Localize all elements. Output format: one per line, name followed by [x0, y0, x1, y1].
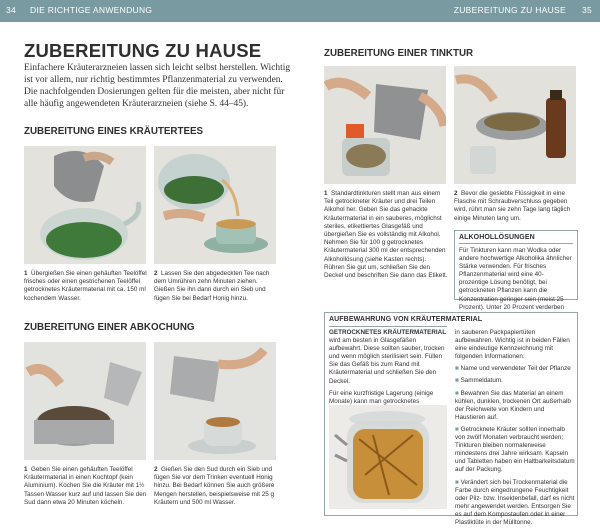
- bullet-square-icon: ■: [455, 389, 459, 397]
- aufbewahrung-box-divider: [329, 326, 447, 327]
- teapot-pouring-illustration: [24, 146, 146, 264]
- alkohol-info-box: [454, 230, 578, 311]
- pouring-decoction-illustration: [154, 342, 276, 460]
- abkochung-photo-2: [154, 342, 276, 460]
- abkochung-step-number-1: 1: [24, 466, 28, 473]
- abkochung-photo-1: [24, 342, 146, 460]
- bullet-item: [455, 390, 575, 422]
- tee-photo-1: [24, 146, 146, 264]
- storage-jar-photo: [329, 405, 447, 509]
- tinktur-caption-1: [324, 190, 448, 280]
- alkohol-box-text: Für Tinkturen kann man Wodka oder andere hochwertige Alkoholika ähnlicher Stärke verwenden. Für frisches Pflanzenmaterial wird eine 40-prozentige Lösung benötigt, bei getrockneten Pflanzen kann die Konzentration geringer sein (meist 25 Prozent). Unter 20 Prozent verderben: [459, 247, 572, 311]
- intro-text: Einfachere Kräuterarzneien lassen sich leicht selbst herstellen. Wichtig ist vor allem, nur richtig bestimmtes Pflanzenmaterial zu verwenden. Die nachfolgenden Dosierungen gelten für die meisten, aber nicht für alle häufig angewendeten Kräuterarzneien (siehe S. 44–45).: [24, 63, 291, 109]
- bullet-text: Verändert sich bei Trockenmaterial die Farbe durch eingedrungene Feuchtigkeit oder Pilz- bzw. Insektenbefall, darf es nicht mehr angewendet werden. Entsorgen Sie es auf dem Kompostaufen oder in einer Plastiktüte in der Mülltonne.: [455, 478, 575, 526]
- bullet-text: Getrocknete Kräuter sollten innerhalb von zwölf Monaten verbraucht werden; Tinkturen bleiben normalerweise mindestens drei Jahre wirksam. Kapseln und Tabletten haben ein Haltbarkeitsdatum auf der Packung.: [455, 425, 575, 474]
- abkochung-step-2-text: Gießen Sie den Sud durch ein Sieb und fügen Sie vor dem Trinken eventuell Honig hinzu. Bei Bedarf können Sie auch größere Mengen herstellen, beispielsweise mit 25 g Kräutern und 500 ml Wasser.: [154, 466, 275, 506]
- tinktur-step-number-2: 2: [454, 190, 458, 197]
- tinktur-step-1-text: Standardtinkturen stellt man aus einem Teil getrockneter Kräuter und drei Teilen Alkohol her. Geben Sie das gehackte Kräutermaterial in ein sauberes, möglichst steriles, etikettiertes Glasgefäß und übergießen Sie es vollständig mit Alkohol. Nehmen Sie für 100 g getrocknetes Kräutermaterial 300 ml der entsprechenden Alkohollösung (siehe Kasten rechts). Rühren Sie gut um, schließen Sie den Deckel und beschriften Sie dann das Etikett.: [324, 190, 448, 280]
- aufbewahrung-box: [324, 312, 578, 526]
- tinktur-step-2-text: Bevor die gesiebte Flüssigkeit in eine Flasche mit Schraubverschluss gegeben wird, rührt man sie zehn Tage lang täglich einige Minuten lang um.: [454, 190, 571, 222]
- getrocknet-label: GETROCKNETES KRÄUTERMATERIAL: [329, 329, 447, 336]
- tee-step-2-text: Lassen Sie den abgedeckten Tee nach dem Umrühren zehn Minuten ziehen. Gießen Sie ihn dann durch ein Sieb und fügen Sie bei Bedarf Honig hinzu.: [154, 270, 270, 302]
- tee-section-title: ZUBEREITUNG EINES KRÄUTERTEES: [24, 126, 204, 137]
- glass-jar-illustration: [329, 405, 447, 509]
- tee-step-number-1: 1: [24, 270, 28, 277]
- aufbewahrung-right-text: [455, 329, 575, 531]
- header-bar: [0, 0, 600, 22]
- abkochung-step-1-text: Geben Sie einen gehäuften Teelöffel Kräutermaterial in einen Kochtopf (kein Aluminium). Kochen Sie die Kräuter mit 1½ Tassen Wasser kurz auf und lassen Sie den Sud dann etwa 20 Minuten köcheln.: [24, 466, 147, 506]
- tinktur-section-title: ZUBEREITUNG EINER TINKTUR: [324, 48, 474, 59]
- tee-photo-2: [154, 146, 276, 264]
- bullet-square-icon: ■: [455, 365, 459, 373]
- bullet-item: [455, 377, 575, 385]
- teacup-straining-illustration: [154, 146, 276, 264]
- bullet-square-icon: ■: [455, 425, 459, 433]
- tee-caption-2: [154, 270, 278, 303]
- section-title-right: ZUBEREITUNG ZU HAUSE: [453, 5, 566, 15]
- aufbewahrung-box-title: AUFBEWAHRUNG VON KRÄUTERMATERIAL: [329, 316, 483, 323]
- abkochung-step-number-2: 2: [154, 466, 158, 473]
- tinktur-caption-2: [454, 190, 578, 223]
- tee-step-1-text: Übergießen Sie einen gehäuften Teelöffel frisches oder einen gestrichenen Teelöffel getrocknetes Kräutermaterial mit ca. 150 ml kochendem Wasser.: [24, 270, 147, 302]
- tee-caption-1: [24, 270, 148, 303]
- page-title: ZUBEREITUNG ZU HAUSE: [24, 40, 262, 61]
- tinktur-photo-2: [454, 66, 576, 184]
- page-number-left: 34: [6, 5, 17, 15]
- tee-step-number-2: 2: [154, 270, 158, 277]
- getrocknet-text: wird am besten in Glasgefäßen aufbewahrt. Diese sollten sauber, trocken und wenn möglich sterilisiert sein. Füllen Sie das Gefäß bis zum Rand mit Kräutermaterial und schließen Sie den Deckel.: [329, 337, 445, 385]
- section-title-left: DIE RICHTIGE ANWENDUNG: [30, 5, 153, 15]
- tinktur-step-number-1: 1: [324, 190, 328, 197]
- bullet-text: Bewahren Sie das Material an einem kühlen, dunklen, trockenen Ort außerhalb der Reichweite von Kindern und Haustieren auf.: [455, 389, 571, 421]
- bullet-text: Name und verwendeter Teil der Pflanze: [460, 365, 571, 373]
- bullet-square-icon: ■: [455, 377, 459, 385]
- abkochung-caption-1: [24, 466, 148, 507]
- alkohol-box-divider: [459, 243, 573, 244]
- aufbewahrung-right-intro: in sauberen Packpapiertüten aufbewahren. Wichtig ist in beiden Fällen eine eindeutige Kennzeichnung mit folgenden Informationen:: [455, 329, 570, 361]
- kurzfristig-text: Für eine kurzfristige Lagerung (einige Monate) kann man getrocknetes: [329, 389, 434, 405]
- abkochung-caption-2: [154, 466, 278, 507]
- bullet-text: Sammeldatum.: [460, 377, 503, 385]
- jar-with-herbs-illustration: [324, 66, 446, 184]
- bullet-item: [455, 365, 575, 373]
- bullet-item: [455, 479, 575, 528]
- page-number-right: 35: [581, 5, 592, 15]
- tinktur-photo-1: [324, 66, 446, 184]
- alkohol-box-title: ALKOHOLLÖSUNGEN: [459, 234, 535, 241]
- bullet-item: [455, 426, 575, 475]
- pot-with-herbs-illustration: [24, 342, 146, 460]
- bullet-square-icon: ■: [455, 478, 459, 486]
- abkochung-section-title: ZUBEREITUNG EINER ABKOCHUNG: [24, 322, 195, 333]
- straining-tincture-illustration: [454, 66, 576, 184]
